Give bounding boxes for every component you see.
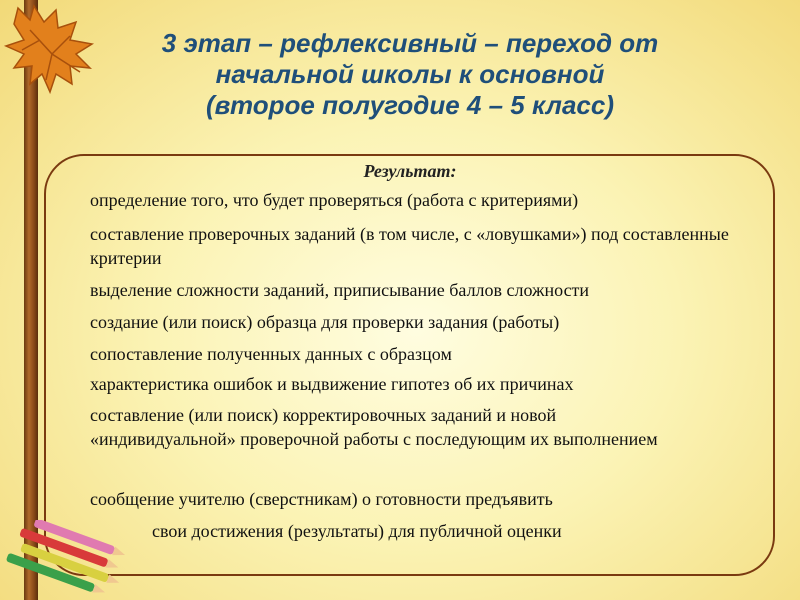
title-line-1: 3 этап – рефлексивный – переход от (161, 28, 659, 58)
list-item: характеристика ошибок и выдвижение гипотез об их причинах (90, 374, 574, 394)
list-item: создание (или поиск) образца для проверки задания (работы) (90, 312, 560, 332)
list-item: определение того, что будет проверяться (работа с критериями) (90, 190, 579, 210)
crayons-icon (0, 520, 140, 600)
slide-title (90, 28, 730, 121)
list-item: сопоставление полученных данных с образцом (90, 344, 452, 364)
title-line-2: начальной школы к основной (215, 59, 605, 89)
list-item: выделение сложности заданий, приписывание баллов сложности (90, 280, 590, 300)
result-label: Результат: (363, 161, 457, 181)
list-item: составление (или поиск) корректировочных заданий и новой «индивидуальной» проверочной работы с последующим их выполнением (90, 405, 658, 449)
list-item-continuation: свои достижения (результаты) для публичной оценки (152, 521, 562, 541)
list-item: составление проверочных заданий (в том числе, с «ловушками») под составленные критерии (90, 224, 729, 268)
list-item: сообщение учителю (сверстникам) о готовности предъявить (90, 489, 553, 509)
title-line-3: (второе полугодие 4 – 5 класс) (205, 90, 614, 120)
